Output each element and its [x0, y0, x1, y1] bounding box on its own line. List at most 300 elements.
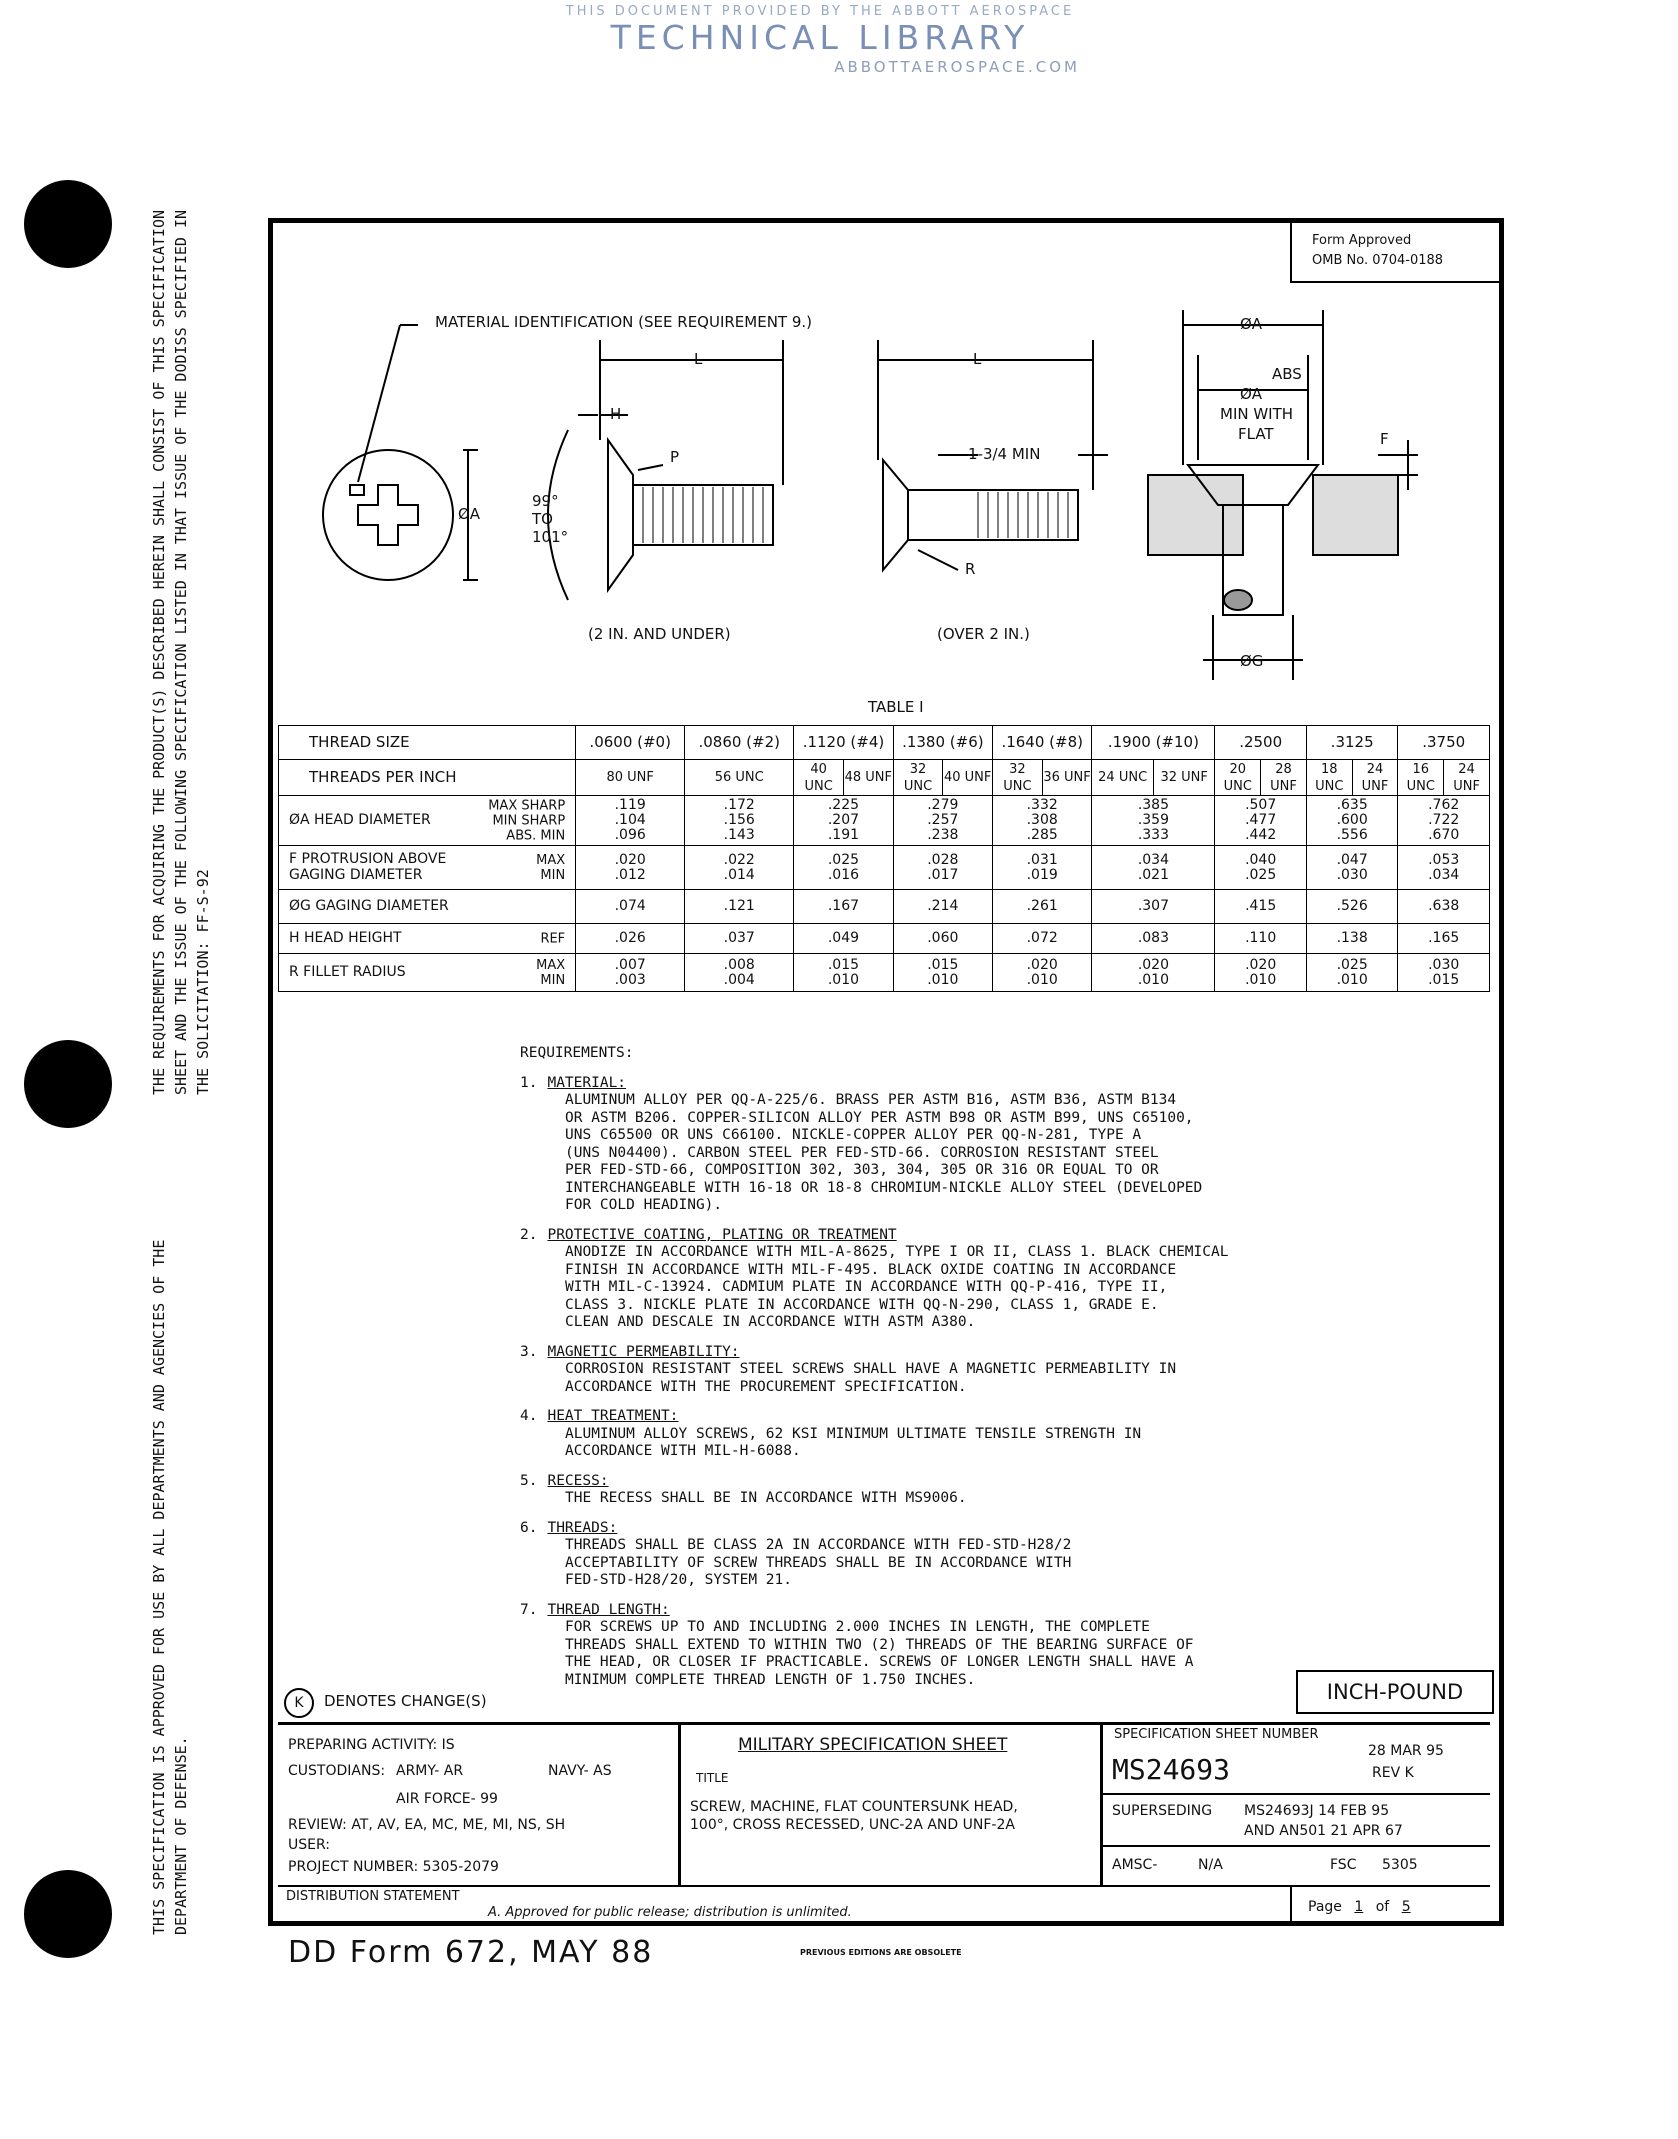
row-label: [279, 924, 576, 954]
min-thread-length: 1-3/4 MIN: [968, 445, 1041, 463]
cell-value: .385: [1137, 797, 1169, 813]
requirement-title: THREADS:: [547, 1519, 618, 1536]
cell-value: .020: [614, 851, 646, 868]
cell-value: .022: [723, 851, 755, 868]
material-id-label: MATERIAL IDENTIFICATION (SEE REQUIREMENT 9.): [435, 313, 813, 331]
requirement-number: 1.: [520, 1074, 538, 1091]
cell-value: .034: [1428, 866, 1460, 883]
cell-value: .010: [1336, 971, 1368, 988]
dim-L-left: L: [694, 350, 703, 368]
cell-value: .507: [1245, 797, 1277, 813]
cell-value: .307: [1137, 898, 1169, 914]
side-note-top-line2: SHEET AND THE ISSUE OF THE FOLLOWING SPECIFICATION LISTED IN THAT ISSUE OF THE DODISS SPECIFIED IN: [172, 209, 190, 1095]
cell-value: .635: [1336, 797, 1368, 813]
cell-value: .012: [614, 866, 646, 883]
cell-value: .037: [723, 930, 755, 946]
page-number: 1: [1354, 1899, 1364, 1915]
tpi-cell: 40 UNF: [943, 760, 993, 796]
form-approved-box: [1290, 223, 1500, 283]
tpi-cell: 32 UNF: [1153, 760, 1215, 796]
requirement-title: MAGNETIC PERMEABILITY:: [547, 1343, 740, 1360]
dim-H: H: [610, 405, 622, 423]
table-row: [279, 846, 1490, 890]
table-row: [279, 796, 1490, 846]
cell-value: .600: [1336, 812, 1368, 828]
cell-value: .526: [1336, 898, 1368, 914]
table-cell: [1215, 796, 1306, 846]
requirement-item: [520, 1075, 1310, 1215]
requirement-item: [520, 1473, 1310, 1508]
amsc-value: N/A: [1198, 1857, 1223, 1873]
tpi-label: THREADS PER INCH: [279, 760, 576, 796]
table-cell: [794, 924, 893, 954]
tpi-cell: 32 UNC: [993, 760, 1043, 796]
page-total: 5: [1401, 1899, 1411, 1915]
table-cell: [1215, 846, 1306, 890]
table-cell: [685, 796, 794, 846]
requirement-text-line: THREADS SHALL EXTEND TO WITHIN TWO (2) THREADS OF THE BEARING SURFACE OF: [565, 1636, 1194, 1653]
cell-value: .016: [827, 866, 860, 883]
dim-phiA-min: ØA: [1240, 385, 1263, 403]
table-cell: [1398, 846, 1490, 890]
table-cell: [893, 796, 992, 846]
size-2: .0860 (#2): [685, 726, 794, 760]
dim-phiA-gage: ØA: [1240, 315, 1263, 333]
requirement-heading: [520, 1520, 1310, 1538]
requirement-number: 4.: [520, 1408, 538, 1424]
row-sub-label: MAX SHARP: [488, 798, 566, 813]
cell-value: .049: [827, 930, 860, 946]
requirement-number: 3.: [520, 1343, 538, 1360]
requirement-item: [520, 1520, 1310, 1590]
title-block-divider: [1290, 1887, 1292, 1923]
title-block-divider: [678, 1725, 681, 1885]
row-sub-label: REF: [540, 931, 566, 946]
title-block-divider: [1100, 1725, 1103, 1885]
cell-value: .670: [1428, 827, 1460, 843]
table-cell: [576, 796, 685, 846]
requirement-heading: [520, 1602, 1310, 1620]
project-number: PROJECT NUMBER: 5305-2079: [288, 1859, 499, 1875]
cell-value: .072: [1026, 930, 1058, 946]
title-label: TITLE: [696, 1771, 729, 1785]
cell-value: .257: [927, 812, 959, 828]
table-row: [279, 890, 1490, 924]
title-line1: SCREW, MACHINE, FLAT COUNTERSUNK HEAD,: [690, 1799, 1018, 1815]
spec-sheet-number-label: SPECIFICATION SHEET NUMBER: [1114, 1727, 1319, 1742]
cell-value: .020: [1026, 956, 1058, 973]
requirement-title: MATERIAL:: [547, 1074, 627, 1091]
size-2500: .2500: [1215, 726, 1306, 760]
cell-value: .156: [723, 812, 755, 828]
requirement-number: 2.: [520, 1226, 538, 1243]
cell-value: .477: [1245, 812, 1277, 828]
cell-value: .138: [1336, 930, 1368, 946]
cell-value: .025: [1336, 956, 1368, 973]
angle-label: [532, 492, 568, 546]
table-cell: [685, 924, 794, 954]
table-cell: [794, 846, 893, 890]
requirement-text-line: UNS C65500 OR UNS C66100. NICKLE-COPPER ALLOY PER QQ-N-281, TYPE A: [565, 1127, 1142, 1143]
cell-value: .556: [1336, 827, 1368, 843]
cell-value: .010: [1026, 971, 1058, 988]
fsc-label: FSC: [1330, 1857, 1357, 1873]
table-cell: [794, 890, 893, 924]
title-line2: 100°, CROSS RECESSED, UNC-2A AND UNF-2A: [690, 1817, 1015, 1833]
requirement-text-line: MINIMUM COMPLETE THREAD LENGTH OF 1.750 INCHES.: [565, 1671, 976, 1688]
cell-value: .225: [827, 797, 860, 813]
superseding-line1: MS24693J 14 FEB 95: [1244, 1803, 1390, 1819]
table-row: [279, 924, 1490, 954]
tpi-row: [279, 760, 1490, 796]
cell-value: .020: [1245, 956, 1277, 973]
denotes-change-label: DENOTES CHANGE(S): [324, 1692, 487, 1710]
row-sub-labels: [540, 931, 565, 946]
cell-value: .638: [1428, 898, 1460, 914]
dim-R: R: [965, 560, 976, 578]
size-10: .1900 (#10): [1092, 726, 1215, 760]
table-cell: [576, 846, 685, 890]
title-block-divider: [1103, 1793, 1490, 1795]
requirement-text-line: OR ASTM B206. COPPER-SILICON ALLOY PER ASTM B98 OR ASTM B99, UNS C65100,: [565, 1109, 1194, 1126]
form-approved-label: Form Approved: [1312, 233, 1412, 248]
cell-value: .015: [1428, 971, 1460, 988]
cell-value: .172: [723, 797, 755, 813]
size-3125: .3125: [1306, 726, 1397, 760]
table-cell: [893, 924, 992, 954]
table-cell: [576, 924, 685, 954]
cell-value: .015: [827, 956, 860, 973]
cell-value: .026: [614, 930, 646, 946]
cell-value: .332: [1026, 797, 1058, 813]
user-activities: USER:: [288, 1837, 330, 1853]
row-sub-labels: [536, 853, 565, 883]
tpi-cell: 36 UNF: [1042, 760, 1092, 796]
requirements-section: [520, 1045, 1310, 1689]
dim-phiA-top: ØA: [458, 505, 481, 523]
requirement-heading: [520, 1408, 1310, 1426]
requirement-text-line: ACCORDANCE WITH THE PROCUREMENT SPECIFICATION.: [565, 1378, 967, 1395]
table-cell: [1215, 924, 1306, 954]
requirement-text-line: ACCEPTABILITY OF SCREW THREADS SHALL BE IN ACCORDANCE WITH: [565, 1554, 1072, 1571]
distribution-text: A. Approved for public release; distribution is unlimited.: [488, 1905, 852, 1920]
thread-size-row: [279, 726, 1490, 760]
requirement-text-line: (UNS N04400). CARBON STEEL PER FED-STD-66. CORROSION RESISTANT STEEL: [565, 1144, 1159, 1161]
requirement-heading: [520, 1227, 1310, 1245]
requirement-text-line: ALUMINUM ALLOY SCREWS, 62 KSI MINIMUM ULTIMATE TENSILE STRENGTH IN: [565, 1425, 1142, 1442]
requirement-text-line: THREADS SHALL BE CLASS 2A IN ACCORDANCE WITH FED-STD-H28/2: [565, 1537, 1072, 1553]
requirement-text-line: FOR SCREWS UP TO AND INCLUDING 2.000 INCHES IN LENGTH, THE COMPLETE: [565, 1619, 1150, 1635]
tpi-cell: 24 UNF: [1352, 760, 1398, 796]
cell-value: .015: [927, 956, 959, 973]
side-note-top: [148, 210, 214, 1095]
table-cell: [794, 954, 893, 992]
cell-value: .143: [723, 827, 755, 843]
requirement-item: [520, 1602, 1310, 1690]
table-cell: [1092, 846, 1215, 890]
cell-value: .053: [1428, 851, 1460, 868]
cell-value: .279: [927, 797, 959, 813]
cell-value: .028: [927, 851, 959, 868]
size-4: .1120 (#4): [794, 726, 893, 760]
title-block-divider: [278, 1885, 1490, 1887]
requirement-heading: [520, 1075, 1310, 1093]
cell-value: .025: [827, 851, 860, 868]
cell-value: .415: [1245, 898, 1277, 914]
cell-value: .017: [927, 866, 959, 883]
cell-value: .010: [827, 971, 860, 988]
requirement-heading: [520, 1473, 1310, 1491]
obsolete-note: PREVIOUS EDITIONS ARE OBSOLETE: [800, 1948, 962, 1957]
table-cell: [794, 796, 893, 846]
cell-value: .167: [827, 898, 860, 914]
size-0: .0600 (#0): [576, 726, 685, 760]
side-note-bottom-line2: DEPARTMENT OF DEFENSE.: [172, 1736, 190, 1935]
table-cell: [685, 890, 794, 924]
binder-hole-top: [24, 180, 112, 268]
requirement-text-line: CORROSION RESISTANT STEEL SCREWS SHALL HAVE A MAGNETIC PERMEABILITY IN: [565, 1361, 1177, 1377]
cell-value: .119: [614, 797, 646, 813]
cell-value: .007: [614, 956, 646, 973]
dim-P: P: [670, 448, 680, 466]
table-cell: [993, 954, 1092, 992]
tpi-cell: 48 UNF: [843, 760, 893, 796]
cell-value: .040: [1245, 851, 1277, 868]
table-cell: [893, 846, 992, 890]
tpi-cell: 32 UNC: [893, 760, 943, 796]
cell-value: .214: [927, 898, 959, 914]
requirement-text-line: CLASS 3. NICKLE PLATE IN ACCORDANCE WITH QQ-N-290, CLASS 1, GRADE E.: [565, 1296, 1159, 1313]
inch-pound-box: INCH-POUND: [1296, 1670, 1494, 1714]
spec-date: 28 MAR 95: [1368, 1743, 1444, 1759]
requirement-number: 5.: [520, 1472, 538, 1489]
cell-value: .121: [723, 898, 755, 914]
cell-value: .762: [1428, 797, 1460, 813]
cell-value: .104: [614, 812, 646, 828]
cell-value: .207: [827, 812, 860, 828]
requirements-title: REQUIREMENTS:: [520, 1045, 634, 1061]
tpi-cell: 24 UNF: [1444, 760, 1490, 796]
cell-value: .074: [614, 898, 646, 914]
table-body: [279, 796, 1490, 992]
cell-value: .165: [1428, 930, 1460, 946]
tpi-cell: 18 UNC: [1306, 760, 1352, 796]
omb-number: OMB No. 0704-0188: [1312, 253, 1444, 268]
table-cell: [893, 954, 992, 992]
dimension-table: [278, 725, 1490, 992]
requirement-number: 7.: [520, 1601, 538, 1618]
row-sub-label: ABS. MIN: [506, 828, 566, 843]
title-block-divider: [1103, 1845, 1490, 1847]
row-sub-label: MIN SHARP: [492, 813, 566, 828]
table-caption: TABLE I: [868, 698, 924, 716]
cell-value: .359: [1137, 812, 1169, 828]
row-name: ØA HEAD DIAMETER: [289, 812, 431, 828]
dim-L-right: L: [973, 350, 982, 368]
table-cell: [1306, 796, 1397, 846]
cell-value: .442: [1245, 827, 1277, 843]
requirement-title: THREAD LENGTH:: [547, 1601, 670, 1618]
angle-99: 99°: [532, 492, 559, 510]
table-cell: [993, 796, 1092, 846]
watermark-title: TECHNICAL LIBRARY: [610, 18, 1030, 57]
tpi-cell: 28 UNF: [1261, 760, 1307, 796]
page-label: Page: [1308, 1899, 1342, 1915]
cell-value: .060: [927, 930, 959, 946]
size-8: .1640 (#8): [993, 726, 1092, 760]
requirement-text-line: ALUMINUM ALLOY PER QQ-A-225/6. BRASS PER ASTM B16, ASTM B36, ASTM B134: [565, 1092, 1177, 1108]
fsc-value: 5305: [1382, 1857, 1418, 1873]
row-label: [279, 846, 576, 890]
tpi-cell: 56 UNC: [685, 760, 794, 796]
dim-phiG: ØG: [1240, 652, 1264, 670]
dd-form-label: DD Form 672, MAY 88: [288, 1935, 654, 1970]
thread-size-label: THREAD SIZE: [279, 726, 576, 760]
table-cell: [1092, 924, 1215, 954]
tpi-cell: 20 UNC: [1215, 760, 1261, 796]
review-activities: REVIEW: AT, AV, EA, MC, ME, MI, NS, SH: [288, 1817, 566, 1833]
table-cell: [576, 890, 685, 924]
tpi-cell: 80 UNF: [576, 760, 685, 796]
table-cell: [1398, 796, 1490, 846]
cell-value: .030: [1336, 866, 1368, 883]
cell-value: .110: [1245, 930, 1277, 946]
cell-value: .261: [1026, 898, 1058, 914]
size-3750: .3750: [1398, 726, 1490, 760]
table-cell: [1306, 846, 1397, 890]
table-cell: [1398, 954, 1490, 992]
table-cell: [1215, 890, 1306, 924]
tpi-cell: 16 UNC: [1398, 760, 1444, 796]
requirement-heading: [520, 1344, 1310, 1362]
requirement-text-line: WITH MIL-C-13924. CADMIUM PLATE IN ACCORDANCE WITH QQ-P-416, TYPE II,: [565, 1279, 1168, 1295]
superseding-line2: AND AN501 21 APR 67: [1244, 1823, 1403, 1839]
table-cell: [1092, 890, 1215, 924]
flat-label: FLAT: [1238, 425, 1274, 443]
caption-right: (OVER 2 IN.): [937, 625, 1030, 643]
cell-value: .010: [927, 971, 959, 988]
requirement-text-line: CLEAN AND DESCALE IN ACCORDANCE WITH ASTM A380.: [565, 1314, 976, 1330]
custodian-navy: NAVY- AS: [548, 1763, 612, 1779]
page-indicator: [1308, 1899, 1419, 1915]
distribution-label: DISTRIBUTION STATEMENT: [286, 1889, 460, 1904]
cell-value: .008: [723, 956, 755, 973]
watermark-line1: THIS DOCUMENT PROVIDED BY THE ABBOTT AEROSPACE: [565, 4, 1075, 19]
requirement-text-line: ANODIZE IN ACCORDANCE WITH MIL-A-8625, TYPE I OR II, CLASS 1. BLACK CHEMICAL: [565, 1244, 1229, 1260]
requirement-text-line: INTERCHANGEABLE WITH 16-18 OR 18-8 CHROMIUM-NICKLE ALLOY STEEL (DEVELOPED: [565, 1179, 1203, 1196]
row-label: [279, 890, 576, 924]
table-cell: [685, 846, 794, 890]
revision: REV K: [1372, 1765, 1414, 1781]
size-6: .1380 (#6): [893, 726, 992, 760]
amsc-label: AMSC-: [1112, 1857, 1158, 1873]
screw-drawing: [278, 290, 1488, 710]
requirement-text-line: PER FED-STD-66, COMPOSITION 302, 303, 304, 305 OR 316 OR EQUAL TO OR: [565, 1162, 1159, 1178]
row-sub-label: MIN: [540, 867, 566, 883]
table-cell: [1398, 924, 1490, 954]
row-sub-label: MIN: [540, 972, 566, 988]
cell-value: .010: [1137, 971, 1169, 988]
title-block: [278, 1722, 1490, 1923]
tpi-cell: 24 UNC: [1092, 760, 1154, 796]
row-sub-label: MAX: [536, 957, 566, 973]
cell-value: .021: [1137, 866, 1169, 883]
requirement-title: PROTECTIVE COATING, PLATING OR TREATMENT: [547, 1226, 897, 1243]
requirement-text-line: FOR COLD HEADING).: [565, 1197, 723, 1213]
side-note-top-line1: THE REQUIREMENTS FOR ACQUIRING THE PRODUCT(S) DESCRIBED HEREIN SHALL CONSIST OF THIS SPECIFICATION: [150, 209, 168, 1095]
spec-number: MS24693: [1112, 1753, 1231, 1786]
cell-value: .010: [1245, 971, 1277, 988]
tpi-cell: 40 UNC: [794, 760, 844, 796]
table-cell: [993, 924, 1092, 954]
change-marker-icon: K: [284, 1688, 314, 1718]
requirement-title: HEAT TREATMENT:: [547, 1408, 679, 1424]
dim-F: F: [1380, 430, 1389, 448]
requirement-text-line: THE HEAD, OR CLOSER IF PRACTICABLE. SCREWS OF LONGER LENGTH SHALL HAVE A: [565, 1654, 1194, 1670]
cell-value: .047: [1336, 851, 1368, 868]
cell-value: .083: [1137, 930, 1169, 946]
cell-value: .333: [1137, 827, 1169, 843]
cell-value: .030: [1428, 956, 1460, 973]
abs-label: ABS: [1272, 365, 1302, 383]
mil-spec-sheet-title: MILITARY SPECIFICATION SHEET: [738, 1735, 1008, 1755]
watermark-site: ABBOTTAEROSPACE.COM: [834, 58, 1080, 76]
binder-hole-middle: [24, 1040, 112, 1128]
cell-value: .096: [614, 827, 646, 843]
requirement-item: [520, 1227, 1310, 1332]
row-name: H HEAD HEIGHT: [289, 930, 402, 946]
custodians-label: CUSTODIANS:: [288, 1763, 386, 1779]
superseding-label: SUPERSEDING: [1112, 1803, 1213, 1819]
cell-value: .722: [1428, 812, 1460, 828]
requirements-list: [520, 1075, 1310, 1690]
cell-value: .034: [1137, 851, 1169, 868]
cell-value: .191: [827, 827, 860, 843]
requirement-text-line: FED-STD-H28/20, SYSTEM 21.: [565, 1572, 792, 1588]
side-note-bottom-line1: THIS SPECIFICATION IS APPROVED FOR USE BY ALL DEPARTMENTS AND AGENCIES OF THE: [150, 1239, 168, 1935]
cell-value: .031: [1026, 851, 1058, 868]
cell-value: .004: [723, 971, 755, 988]
cell-value: .285: [1026, 827, 1058, 843]
row-name: R FILLET RADIUS: [289, 964, 406, 980]
cell-value: .308: [1026, 812, 1058, 828]
table-cell: [1092, 954, 1215, 992]
custodian-army: ARMY- AR: [396, 1763, 464, 1779]
custodian-air-force: AIR FORCE- 99: [396, 1791, 498, 1807]
row-label: [279, 796, 576, 846]
requirement-title: RECESS:: [547, 1472, 609, 1489]
table-cell: [893, 890, 992, 924]
row-label: [279, 954, 576, 992]
row-name: ØG GAGING DIAMETER: [289, 898, 449, 914]
min-with-label: MIN WITH: [1220, 405, 1294, 423]
row-sub-labels: [536, 958, 565, 988]
requirement-item: [520, 1408, 1310, 1461]
requirement-text-line: FINISH IN ACCORDANCE WITH MIL-F-495. BLACK OXIDE COATING IN ACCORDANCE: [565, 1261, 1177, 1278]
table-cell: [1306, 890, 1397, 924]
cell-value: .238: [927, 827, 959, 843]
preparing-activity: PREPARING ACTIVITY: IS: [288, 1737, 455, 1753]
cell-value: .014: [723, 866, 755, 883]
requirement-item: [520, 1344, 1310, 1397]
row-sub-labels: [488, 798, 565, 843]
caption-left: (2 IN. AND UNDER): [588, 625, 731, 643]
binder-hole-bottom: [24, 1870, 112, 1958]
table-cell: [576, 954, 685, 992]
table-cell: [1215, 954, 1306, 992]
cell-value: .003: [614, 971, 646, 988]
cell-value: .019: [1026, 866, 1058, 883]
